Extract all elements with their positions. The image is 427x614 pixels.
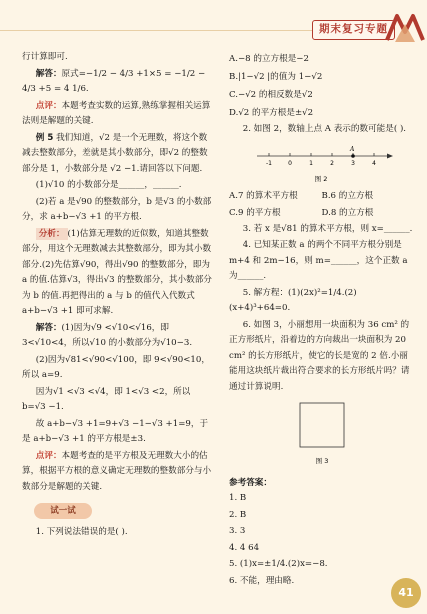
- answer-item: 6. 不能，理由略.: [229, 575, 295, 586]
- review-block-2: [22, 449, 215, 496]
- page-header: [0, 6, 427, 44]
- header-rule: [0, 30, 340, 31]
- answer-item: 4. 4 64: [229, 542, 260, 553]
- figure-2-number-line: [229, 142, 414, 186]
- number-line-tick-label: 2: [330, 159, 334, 167]
- number-line-svg: [229, 142, 414, 186]
- exercise-2-option-d: D.8 的立方根: [321, 207, 374, 218]
- answer-text-4: 故 a+b−√3 +1=9+√3 −1−√3 +1=9，于是 a+b−√3 +1 的平方根是±3.: [22, 418, 209, 444]
- exercise-2-options-row-2: [229, 205, 414, 222]
- exercise-5: 5. 解方程：(1)(2x)²=1/4.(2)(x+4)³+64=0.: [229, 287, 357, 313]
- answer-item: 5. (1)x=±1/4.(2)x=−8.: [229, 559, 328, 569]
- review-tag-2: 点评：: [35, 450, 62, 461]
- exercise-1-option-a: A.−8 的立方根是−2: [229, 54, 309, 64]
- exercise-1-option-c: C.−√2 的相反数是√2: [229, 90, 313, 100]
- figure-3-square: [229, 401, 414, 471]
- text-line: 行计算即可.: [22, 52, 68, 62]
- exercise-4: 4. 已知某正数 a 的两个不同平方根分别是 m+4 和 2m−16，则 m=______，这个正数 a 为______.: [229, 240, 408, 281]
- number-line-tick-label: 3: [351, 159, 355, 167]
- example-label: 例 5: [35, 132, 54, 143]
- exercise-2-option-b: B.6 的立方根: [321, 190, 374, 201]
- exercise-3: 3. 若 x 是√81 的算术平方根，则 x=______.: [242, 223, 413, 234]
- analysis-text: (1)估算无理数的近似数，知道其整数部分，用这个无理数减去其整数部分，即为其小数部分.(2)先估算√90，得出√90 的整数部分，即为 a 的值.估算√3，得出√3 的整数部分，其小数部分为 b 的值.再把得出的 a 与 b 的值代入代数式 a+b−√3 +1 即可求解.: [22, 228, 212, 316]
- answer-text-3: 因为√1 <√3 <√4，即 1<√3 <2，所以 b=√3 −1.: [22, 386, 191, 412]
- exercise-2-options-row-1: [229, 188, 414, 205]
- review-text: 本题考查实数的运算,熟练掌握相关运算法则是解题的关键.: [22, 100, 211, 126]
- review-tag: 点评：: [35, 100, 62, 111]
- try-it-badge: 试一试: [34, 503, 92, 519]
- right-column: [229, 50, 414, 590]
- answer-item: 1. B: [229, 493, 247, 503]
- answer-label: 解答：: [35, 322, 62, 333]
- section-title: 期末复习专题: [312, 20, 395, 40]
- exercise-1: 1. 下列说法错误的是( ).: [35, 527, 128, 537]
- review-block: [22, 99, 215, 130]
- solution-block: [22, 67, 215, 98]
- left-column: [22, 50, 215, 542]
- answer-item: 2. B: [229, 509, 247, 520]
- answer-text-2: (2)因为√81<√90<√100，即 9<√90<10，所以 a=9.: [22, 354, 210, 380]
- example-text: 我们知道，√2 是一个无理数，将这个数减去整数部分，差就是其小数部分，即√2 的整数部分是 1，小数部分是 √2 −1.请回答以下问题.: [22, 132, 208, 174]
- square-svg: [229, 401, 414, 471]
- exercise-1-option-d: D.√2 的平方根是±√2: [229, 108, 314, 118]
- point-a: [351, 154, 355, 158]
- number-line-tick-label: 0: [288, 159, 292, 167]
- header-logo-icon: [385, 10, 425, 46]
- analysis-label: 分析：: [36, 228, 68, 240]
- figure-2-caption: 图 2: [314, 174, 328, 183]
- number-line-tick-label: 1: [309, 159, 313, 167]
- example-5: [22, 131, 215, 178]
- solution-label: 解答：: [35, 68, 62, 79]
- exercise-2-option-c: C.9 的平方根: [229, 207, 281, 218]
- number-line-tick-label: -1: [266, 159, 272, 167]
- analysis-block: [22, 227, 215, 320]
- square-shape: [300, 403, 344, 447]
- solution-text: 原式=−1/2 − 4/3 +1×5 = −1/2 − 4/3 +5 = 4 1/6.: [22, 68, 206, 94]
- review-text-2: 本题考查的是平方根及无理数大小的估算，根据平方根的意义确定无理数的整数部分与小数部分是解题的关键.: [22, 450, 212, 492]
- number-line-arrow: [387, 153, 393, 158]
- answer-text-1: (1)因为√9 <√10<√16，即 3<√10<4，所以√10 的小数部分为√10−3.: [22, 322, 193, 348]
- point-a-label: A: [350, 145, 355, 153]
- exercise-1-option-b: B.|1−√2 |的值为 1−√2: [229, 72, 323, 82]
- answers-title: 参考答案：: [229, 478, 272, 488]
- page-number: 41: [391, 578, 421, 608]
- figure-3-caption: 图 3: [315, 457, 329, 465]
- number-line-tick-label: 4: [372, 159, 376, 167]
- try-it-banner: [22, 501, 215, 521]
- exercise-2: 2. 如图 2，数轴上点 A 表示的数可能是( ).: [242, 124, 407, 134]
- exercise-6: 6. 如图 3，小丽想用一块面积为 36 cm² 的正方形纸片，沿着边的方向裁出一块面积为 20 cm² 的长方形纸片，使它的长是宽的 2 倍.小丽能用这块纸片裁出符合要求的长方形纸片吗？请通过计算说明.: [229, 319, 410, 392]
- example-question-2: (2)若 a 是√90 的整数部分，b 是√3 的小数部分，求 a+b−√3 +1 的平方根.: [22, 196, 212, 222]
- exercise-2-option-a: A.7 的算术平方根: [229, 190, 298, 201]
- answer-block: [22, 321, 215, 352]
- answer-item: 3. 3: [229, 526, 246, 536]
- example-question-1: (1)√10 的小数部分是______，______.: [35, 180, 182, 190]
